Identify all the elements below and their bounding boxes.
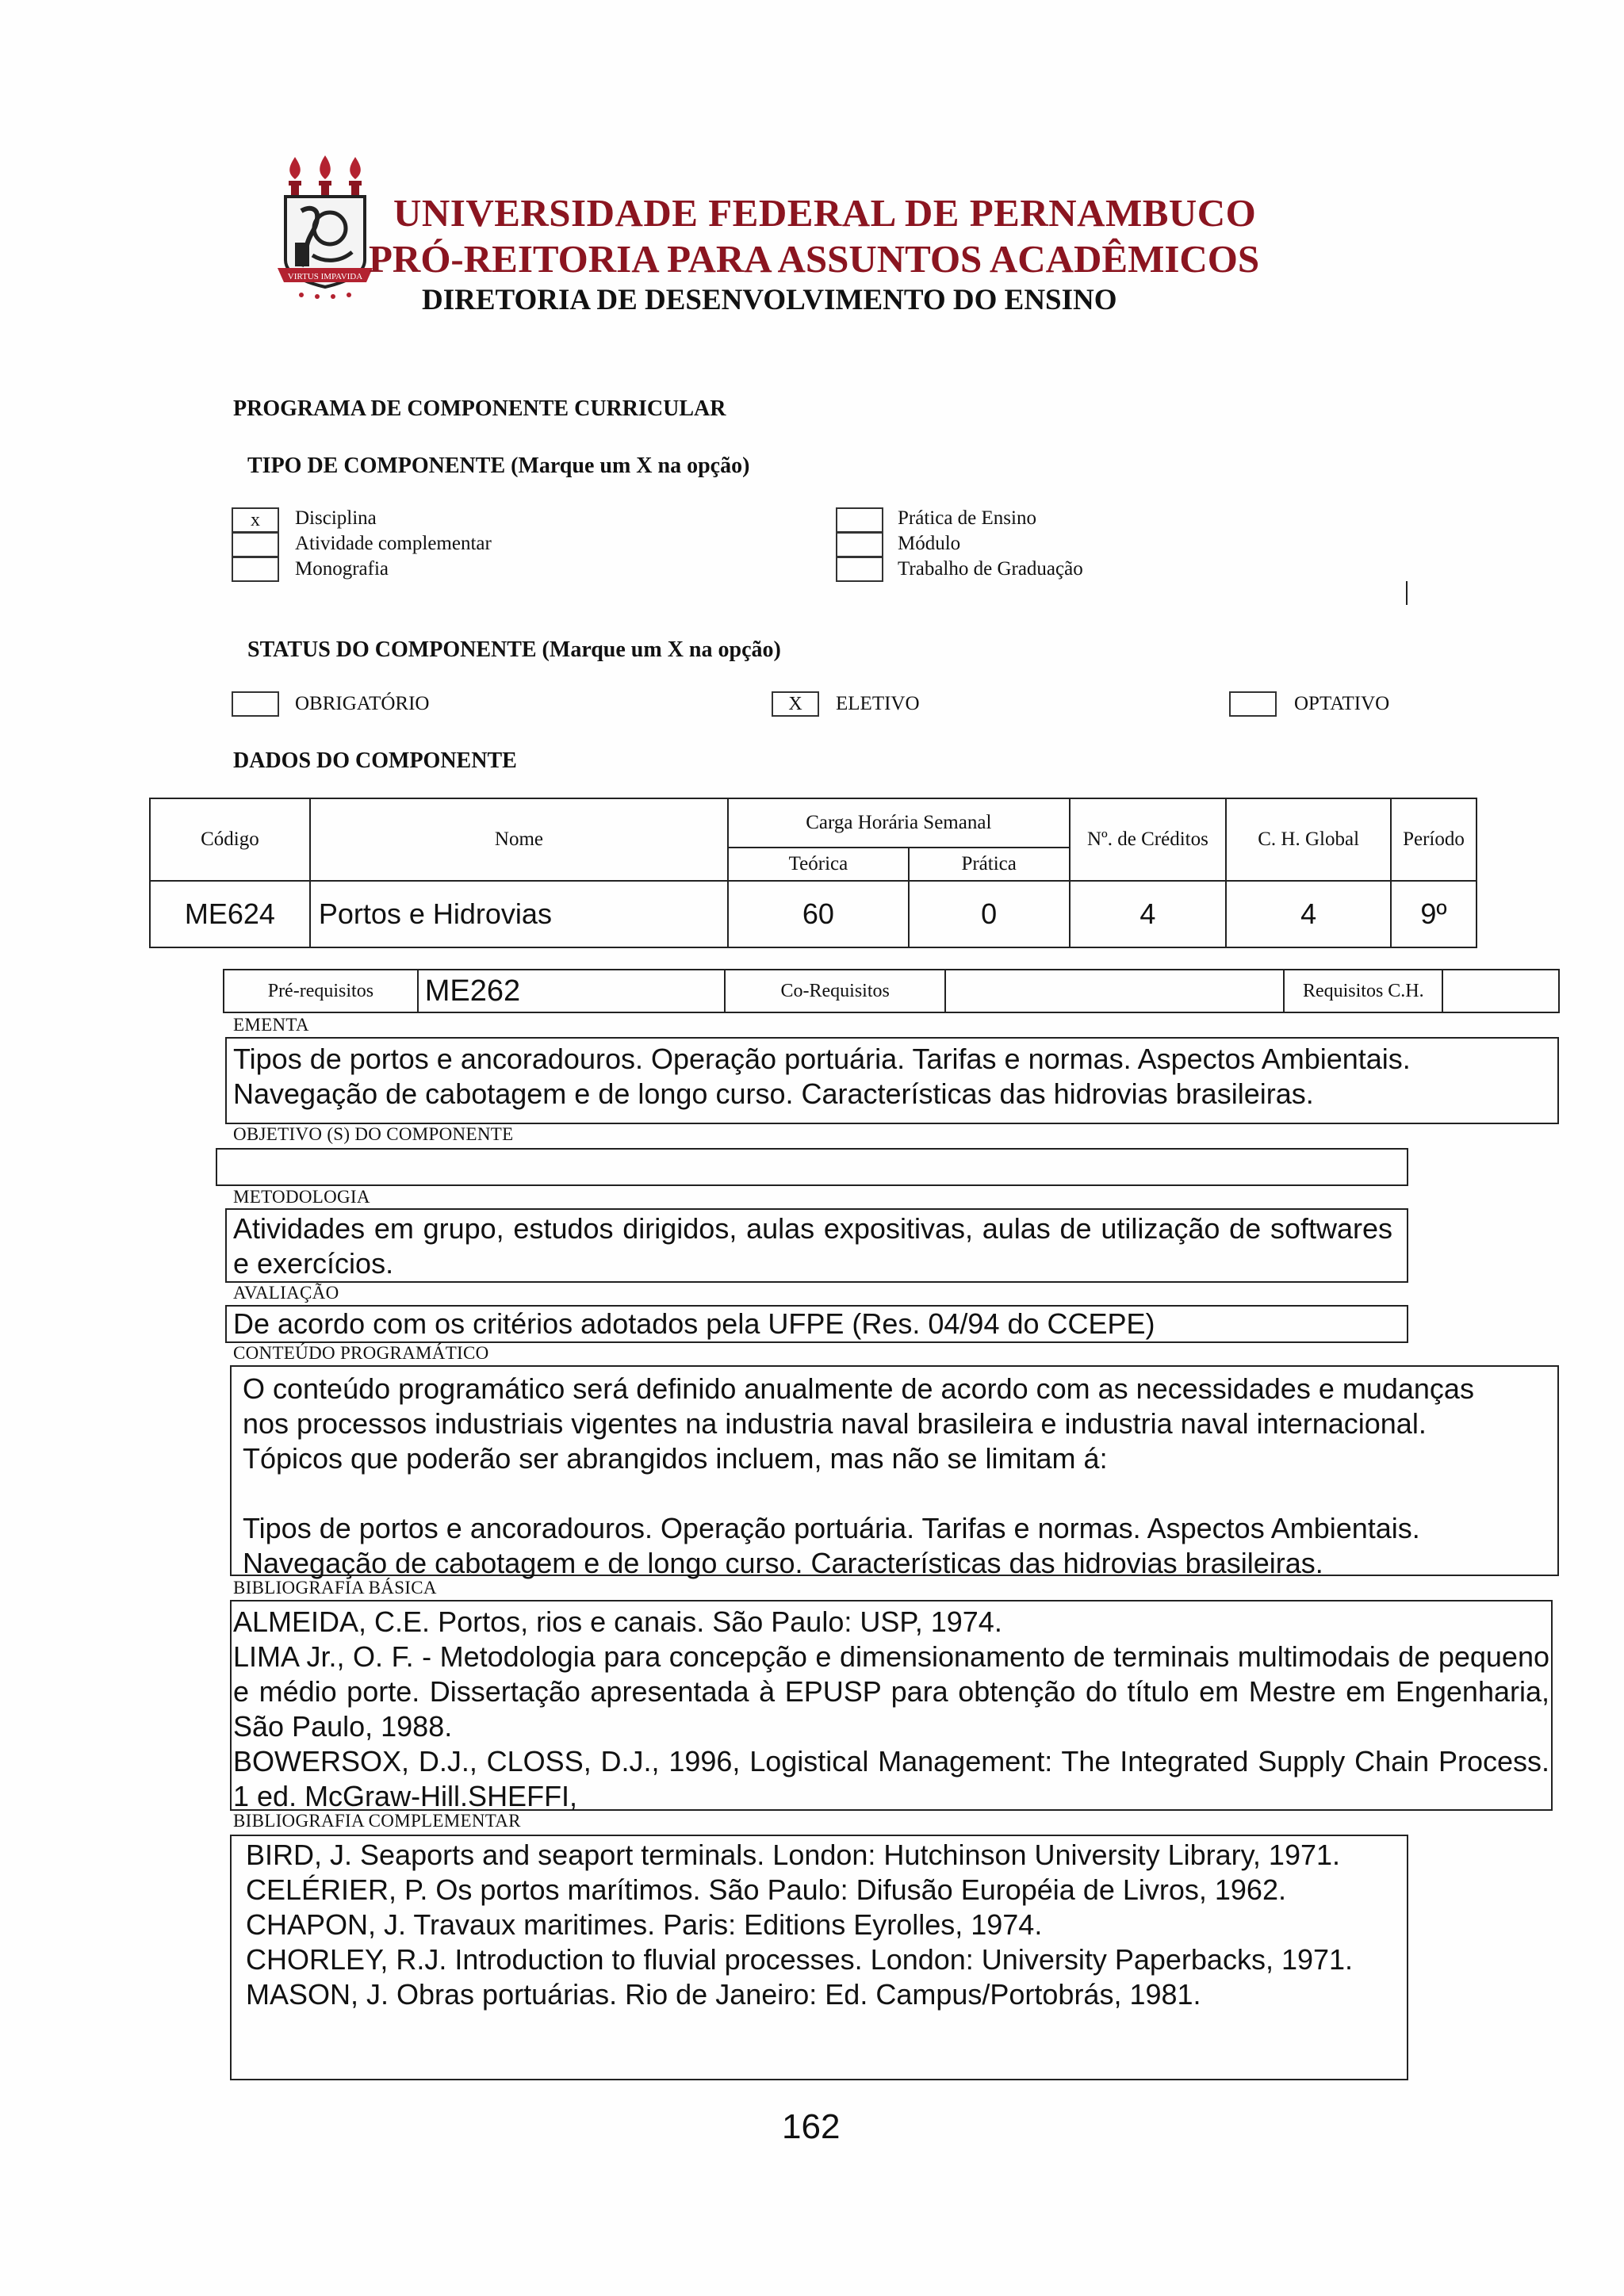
co-requisitos-label: Co-Requisitos xyxy=(725,970,945,1012)
bib-basica-entry: LIMA Jr., O. F. - Metodologia para concepção e dimensionamento de terminais multimodais de pequeno e médio porte. Dissertação apresentada à EPUSP para obtenção do título em Mestre em Engenharia, São Paulo, 1988. xyxy=(233,1640,1549,1743)
checkbox-monografia[interactable] xyxy=(232,557,279,582)
bib-basica-list xyxy=(233,1605,1549,1814)
conteudo-line: Tópicos que poderão ser abrangidos incluem, mas não se limitam á: xyxy=(243,1442,1108,1475)
label-monografia: Monografia xyxy=(295,558,389,580)
ementa-line: Tipos de portos e ancoradouros. Operação portuária. Tarifas e normas. Aspectos Ambientais. xyxy=(233,1043,1411,1075)
status-title: STATUS DO COMPONENTE (Marque um X na opção) xyxy=(247,637,781,662)
value-nome: Portos e Hidrovias xyxy=(310,881,728,947)
conteudo-line: O conteúdo programático será definido anualmente de acordo com as necessidades e mudanças xyxy=(243,1372,1474,1405)
bib-complementar-list xyxy=(246,1838,1392,2012)
value-codigo: ME624 xyxy=(150,881,310,947)
tipo-title: TIPO DE COMPONENTE (Marque um X na opção) xyxy=(247,453,750,478)
conteudo-line: Navegação de cabotagem e de longo curso. Características das hidrovias brasileiras. xyxy=(243,1547,1323,1579)
label-optativo: OPTATIVO xyxy=(1294,693,1390,714)
bib-basica-entry: ALMEIDA, C.E. Portos, rios e canais. São Paulo: USP, 1974. xyxy=(233,1605,1002,1638)
avaliacao-text: De acordo com os critérios adotados pela UFPE (Res. 04/94 do CCEPE) xyxy=(233,1307,1155,1340)
pre-requisitos-label: Pré-requisitos xyxy=(224,970,418,1012)
co-requisitos-value xyxy=(945,970,1284,1012)
label-eletivo: ELETIVO xyxy=(836,693,920,714)
checkbox-disciplina[interactable]: x xyxy=(232,507,279,533)
conteudo-line: Tipos de portos e ancoradouros. Operação portuária. Tarifas e normas. Aspectos Ambientais. xyxy=(243,1512,1420,1544)
value-ch-global: 4 xyxy=(1226,881,1391,947)
bib-basica-label: BIBLIOGRAFIA BÁSICA xyxy=(233,1578,437,1598)
university-name: UNIVERSIDADE FEDERAL DE PERNAMBUCO xyxy=(393,191,1257,235)
checkbox-modulo[interactable] xyxy=(836,532,883,557)
dados-title: DADOS DO COMPONENTE xyxy=(233,748,517,773)
table-row xyxy=(150,881,1477,947)
pre-requisitos-value: ME262 xyxy=(418,970,726,1012)
ementa-line: Navegação de cabotagem e de longo curso. Características das hidrovias brasileiras. xyxy=(233,1077,1314,1110)
bib-complementar-entry: MASON, J. Obras portuárias. Rio de Janeiro: Ed. Campus/Portobrás, 1981. xyxy=(246,1978,1201,2011)
metodologia-box xyxy=(225,1208,1408,1283)
conteudo-label: CONTEÚDO PROGRAMÁTICO xyxy=(233,1343,489,1363)
bib-complementar-entry: CHAPON, J. Travaux maritimes. Paris: Editions Eyrolles, 1974. xyxy=(246,1908,1043,1941)
label-modulo: Módulo xyxy=(898,533,961,554)
ementa-box xyxy=(225,1037,1559,1124)
objetivo-box xyxy=(216,1148,1408,1186)
conteudo-text xyxy=(243,1372,1551,1581)
bib-complementar-box xyxy=(230,1835,1408,2080)
label-disciplina: Disciplina xyxy=(295,507,377,529)
checkbox-obrigatorio[interactable] xyxy=(232,691,279,717)
ufpe-logo xyxy=(278,155,373,304)
bib-complementar-entry: CHORLEY, R.J. Introduction to fluvial processes. London: University Paperbacks, 1971. xyxy=(246,1943,1354,1976)
ementa-text xyxy=(233,1042,1549,1112)
page-number: 162 xyxy=(782,2107,841,2146)
header-teorica: Teórica xyxy=(728,848,909,881)
requisitos-table xyxy=(223,969,1560,1013)
component-data-table xyxy=(149,798,1477,948)
svg-text:VIRTUS IMPAVIDA: VIRTUS IMPAVIDA xyxy=(287,272,363,281)
bib-complementar-entry: BIRD, J. Seaports and seaport terminals. London: Hutchinson University Library, 1971. xyxy=(246,1839,1341,1871)
checkbox-eletivo[interactable]: X xyxy=(772,691,819,717)
label-pratica-ensino: Prática de Ensino xyxy=(898,507,1036,529)
avaliacao-box xyxy=(225,1305,1408,1343)
header-nome: Nome xyxy=(310,798,728,881)
requisitos-ch-value xyxy=(1442,970,1559,1012)
conteudo-box xyxy=(230,1365,1559,1579)
label-trabalho-graduacao: Trabalho de Graduação xyxy=(898,558,1083,580)
bib-basica-box xyxy=(230,1600,1553,1811)
conteudo-line: nos processos industriais vigentes na industria naval brasileira e industria naval internacional. xyxy=(243,1407,1427,1440)
vertical-mark xyxy=(1406,581,1408,605)
header-pratica: Prática xyxy=(909,848,1070,881)
label-atividade-complementar: Atividade complementar xyxy=(295,533,492,554)
metodologia-label: METODOLOGIA xyxy=(233,1187,370,1207)
objetivo-label: OBJETIVO (S) DO COMPONENTE xyxy=(233,1124,514,1144)
label-obrigatorio: OBRIGATÓRIO xyxy=(295,693,430,714)
value-creditos: 4 xyxy=(1070,881,1227,947)
header-carga: Carga Horária Semanal xyxy=(728,798,1069,848)
pro-reitoria-name: PRÓ-REITORIA PARA ASSUNTOS ACADÊMICOS xyxy=(369,237,1260,281)
metodologia-text: Atividades em grupo, estudos dirigidos, aulas expositivas, aulas de utilização de softwares e exercícios. xyxy=(233,1212,1392,1280)
requisitos-ch-label: Requisitos C.H. xyxy=(1284,970,1442,1012)
value-teorica: 60 xyxy=(728,881,909,947)
value-periodo: 9º xyxy=(1391,881,1477,947)
bib-basica-entry: BOWERSOX, D.J., CLOSS, D.J., 1996, Logistical Management: The Integrated Supply Chain Process. 1 ed. McGraw-Hill.SHEFFI, xyxy=(233,1745,1549,1812)
checkbox-pratica-ensino[interactable] xyxy=(836,507,883,533)
header-codigo: Código xyxy=(150,798,310,881)
diretoria-name: DIRETORIA DE DESENVOLVIMENTO DO ENSINO xyxy=(422,284,1117,316)
checkbox-trabalho-graduacao[interactable] xyxy=(836,557,883,582)
program-title: PROGRAMA DE COMPONENTE CURRICULAR xyxy=(233,396,726,421)
bib-complementar-label: BIBLIOGRAFIA COMPLEMENTAR xyxy=(233,1811,521,1831)
value-pratica: 0 xyxy=(909,881,1070,947)
header-creditos: Nº. de Créditos xyxy=(1070,798,1227,881)
bib-complementar-entry: CELÉRIER, P. Os portos marítimos. São Paulo: Difusão Européia de Livros, 1962. xyxy=(246,1873,1286,1906)
avaliacao-label: AVALIAÇÃO xyxy=(233,1283,339,1303)
checkbox-optativo[interactable] xyxy=(1229,691,1277,717)
header-ch-global: C. H. Global xyxy=(1226,798,1391,881)
checkbox-atividade-complementar[interactable] xyxy=(232,532,279,557)
header-periodo: Período xyxy=(1391,798,1477,881)
ementa-label: EMENTA xyxy=(233,1015,309,1035)
